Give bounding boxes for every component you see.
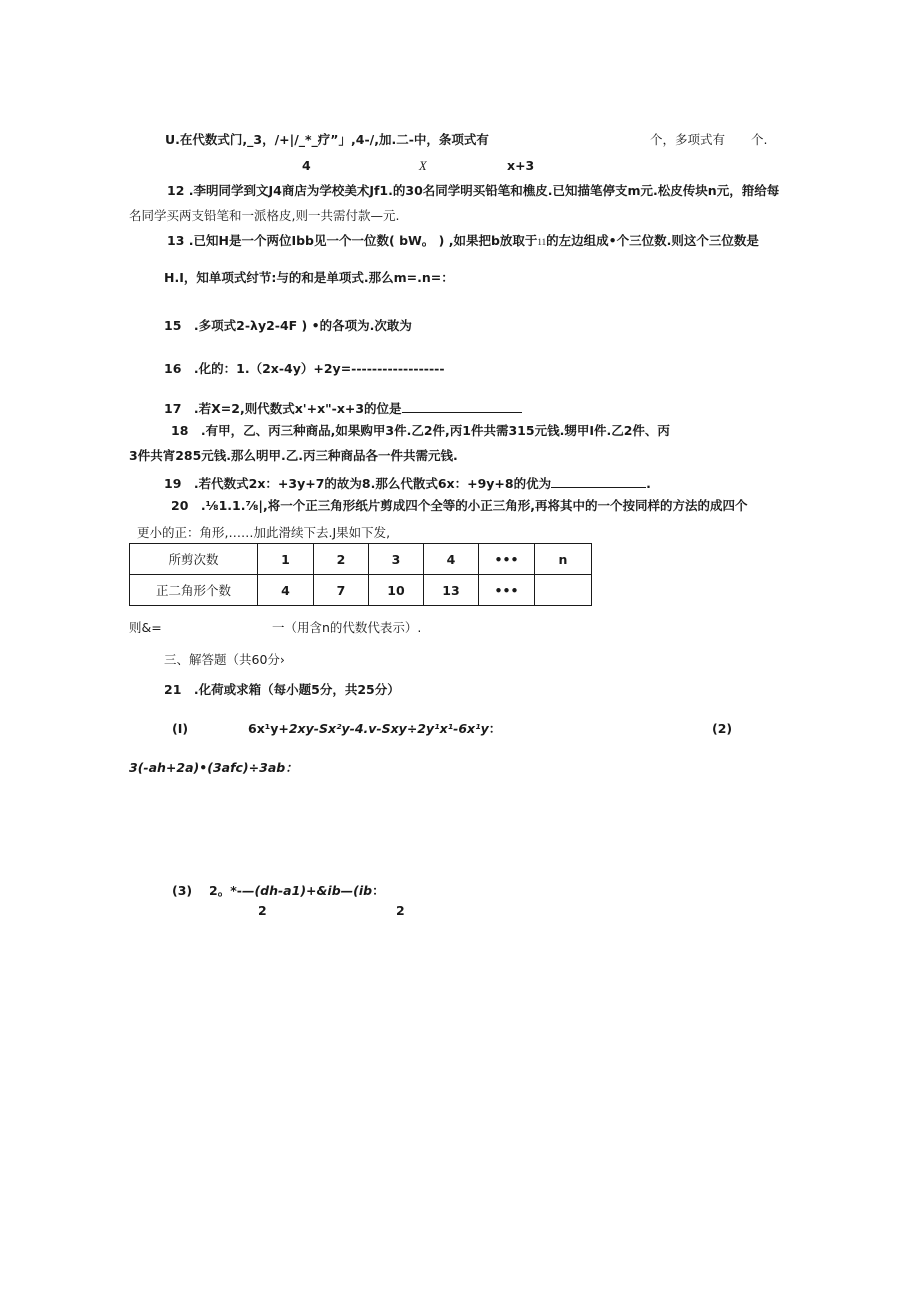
- q17-main: 17 .若X=2,则代数式x'+x"-x+3的位是: [164, 401, 402, 416]
- q20-line2: 更小的正：角形,……加此滑续下去.J果如下发,: [137, 525, 391, 540]
- q21-p2-end: ：: [285, 760, 298, 775]
- table-cell[interactable]: [535, 575, 592, 606]
- q21-p1-expr-lead: 6x¹y+: [248, 721, 289, 736]
- q11-blank-label: 个，多项式有: [650, 132, 726, 147]
- q21-p2-label: (2): [712, 721, 733, 736]
- section3-title: 三、解答题（共60分›: [164, 652, 285, 667]
- table-cell: 2: [314, 544, 369, 575]
- q21-p1-expr: [248, 723, 501, 736]
- table-cell: 10: [369, 575, 424, 606]
- q21-p1-label: (I): [172, 721, 189, 736]
- q13-line1: [167, 235, 759, 248]
- q16-text: 16 .化的：1.（2x-4y）+2y=------------------: [164, 361, 445, 376]
- cut-count-table: [129, 543, 592, 606]
- q21-p3-denominator-1: 2: [258, 903, 267, 918]
- q19-end: .: [646, 476, 651, 491]
- q14-text: H.I，知单项式纣节:与的和是单项式.那么m=.n=：: [164, 270, 454, 285]
- q21-p2-expr: [129, 762, 298, 775]
- q12-line2: 名同学买两支铅笔和一派格皮,则一共需付款—元.: [129, 208, 400, 223]
- after-table-left: 则&=: [129, 620, 162, 635]
- table-cell: •••: [479, 544, 535, 575]
- q13-line1-end: 的左边组成•个三位数.则这个三位数是: [546, 233, 759, 248]
- q19-main: 19 .若代数式2x：+3y+7的故为8.那么代散式6x：+9y+8的优为: [164, 476, 552, 491]
- q11-sub1: 4: [302, 158, 311, 173]
- q18-line2: 3件共宵285元钱.那么明甲.乙.丙三种商品各一件共需元钱.: [129, 448, 458, 463]
- q21-p3-end: ：: [372, 883, 385, 898]
- table-cell: •••: [479, 575, 535, 606]
- q19-answer-blank[interactable]: [551, 475, 646, 488]
- table-cell: 3: [369, 544, 424, 575]
- q13-line1-main: 13 .已知H是一个两位Ibb见一个一位数( bW。 ) ,如果把b放取于: [167, 233, 538, 248]
- table-row: [130, 575, 592, 606]
- q21-p3-denominator-2: 2: [396, 903, 405, 918]
- table-cell: n: [535, 544, 592, 575]
- q19-text: [164, 475, 651, 491]
- q21-p3-label: (3): [172, 883, 193, 898]
- table-header-triangles: 正二角形个数: [130, 575, 258, 606]
- q15-text: 15 .多项式2-λy2-4F ) •的各项为.次敢为: [164, 318, 412, 333]
- q17-answer-blank[interactable]: [402, 400, 522, 413]
- table-cell: 4: [258, 575, 314, 606]
- q20-line1: 20 .⅛1.1.⅞|,将一个正三角形纸片剪成四个全等的小正三角形,再将其中的一个按同样的方法的成四个: [171, 498, 748, 513]
- q21-p1-end: ：: [488, 721, 502, 736]
- q21-p2-expr-body: 3(-ah+2a)•(3afc)÷3ab: [129, 760, 286, 775]
- q21-p3-lead: 2。*-: [209, 883, 242, 898]
- q11-sub2: X: [419, 159, 427, 173]
- q17-text: [164, 400, 522, 416]
- q21-p1-expr-body: 2xy-Sx²y-4.v-Sxy÷2y¹x¹-6x¹y: [288, 721, 489, 736]
- q21-p3-expr: [209, 885, 385, 898]
- q12-line1: 12 .李明同学到文J4商店为学校美术Jf1.的30名同学明买铅笔和樵皮.已知描笔停支m元.松皮传块n元，箝给每: [167, 183, 780, 198]
- table-cell: 1: [258, 544, 314, 575]
- table-row: [130, 544, 592, 575]
- q21-p3-expr-body: —(dh-a1)+&ib—(ib: [241, 883, 373, 898]
- after-table-right: 一（用含n的代数代表示）.: [272, 620, 422, 635]
- q11-end: 个.: [751, 132, 768, 147]
- table-cell: 7: [314, 575, 369, 606]
- q11-sub3: x+3: [507, 158, 535, 173]
- table-cell: 4: [424, 544, 479, 575]
- q11-text: U.在代数式门,_3，/+|/_*_疗”」,4-/,加.二-中，条项式有: [165, 132, 489, 147]
- q21-title: 21 .化荷或求箱（每小题5分，共25分）: [164, 682, 400, 697]
- q18-line1: 18 .有甲，乙、丙三种商品,如果购甲3件.乙2件,丙1件共需315元钱.甥甲I件.乙2件、丙: [171, 423, 670, 438]
- table-cell: 13: [424, 575, 479, 606]
- q13-subscript: 11: [537, 237, 547, 247]
- table-header-cuts: 所剪次数: [130, 544, 258, 575]
